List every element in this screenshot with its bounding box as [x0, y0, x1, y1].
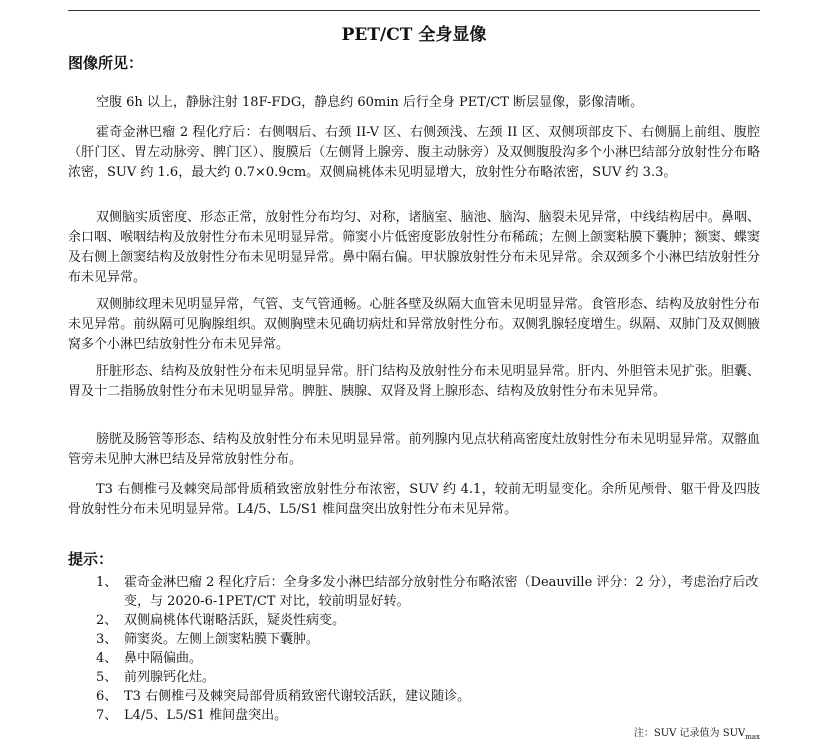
findings-para-4: 双侧肺纹理未见明显异常，气管、支气管通畅。心脏各壁及纵隔大血管未见明显异常。食管形态、结构及放射性分布未见异常。前纵隔可见胸腺组织。双侧胸壁未见确切病灶和异常放射性分布。双侧乳腺轻度增生。纵隔、双肺门及双侧腋窝多个小淋巴结放射性分布未见异常。 — [68, 297, 760, 352]
findings-para-7: T3 右侧椎弓及棘突局部骨质稍致密放射性分布浓密，SUV 约 4.1，较前无明显变化。余所见颅骨、躯干骨及四肢骨放射性分布未见明显异常。L4/5、L5/S1 椎间盘突出放射性分布未见异常。 — [68, 482, 760, 517]
footnote-subscript: max — [745, 733, 760, 741]
hint-number: 4、 — [96, 651, 118, 666]
hint-text: 前列腺钙化灶。 — [124, 670, 216, 685]
hint-number: 6、 — [96, 689, 118, 704]
hints-heading: 提示： — [68, 550, 114, 568]
hint-text: T3 右侧椎弓及棘突局部骨质稍致密代谢较活跃，建议随诊。 — [124, 689, 471, 704]
hints-list — [96, 573, 760, 725]
findings-heading: 图像所见： — [68, 54, 144, 72]
hint-number: 5、 — [96, 670, 118, 685]
findings-para-1: 空腹 6h 以上，静脉注射 18F-FDG，静息约 60min 后行全身 PET/CT 断层显像，影像清晰。 — [96, 95, 644, 110]
footnote-text: 注：SUV 记录值为 SUV — [633, 728, 746, 739]
hint-item — [96, 611, 760, 630]
hint-text: 霍奇金淋巴瘤 2 程化疗后：全身多发小淋巴结部分放射性分布略浓密（Deauville 评分：2 分），考虑治疗后改变，与 2020-6-1PET/CT 对比，较前明显好转。 — [124, 575, 759, 609]
hint-text: 筛窦炎。左侧上颌窦粘膜下囊肿。 — [124, 632, 320, 647]
findings-para-5: 肝脏形态、结构及放射性分布未见明显异常。肝门结构及放射性分布未见明显异常。肝内、外胆管未见扩张。胆囊、胃及十二指肠放射性分布未见明显异常。脾脏、胰腺、双肾及肾上腺形态、结构及放射性分布未见异常。 — [68, 364, 760, 399]
hint-item — [96, 706, 760, 725]
hint-text: 双侧扁桃体代谢略活跃，疑炎性病变。 — [124, 613, 346, 628]
findings-para-2: 霍奇金淋巴瘤 2 程化疗后：右侧咽后、右颈 II-V 区、右侧颈浅、左颈 II 区、双侧项部皮下、右侧膈上前组、腹腔（肝门区、胃左动脉旁、脾门区）、腹膜后（左侧肾上腺旁、腹主动脉旁）及双侧腹股沟多个小淋巴结部分放射性分布略浓密，SUV 约 1.6，最大约 0.7×0.9cm。双侧扁桃体未见明显增大，放射性分布略浓密，SUV 约 3.3。 — [68, 125, 760, 180]
suv-footnote — [634, 724, 760, 741]
hint-number: 7、 — [96, 708, 118, 723]
hint-item — [96, 668, 760, 687]
hint-number: 3、 — [96, 632, 118, 647]
hint-text: L4/5、L5/S1 椎间盘突出。 — [124, 708, 288, 723]
hint-item — [96, 687, 760, 706]
hint-item — [96, 630, 760, 649]
hint-item — [96, 649, 760, 668]
hint-text: 鼻中隔偏曲。 — [124, 651, 203, 666]
findings-para-6: 膀胱及肠管等形态、结构及放射性分布未见明显异常。前列腺内见点状稍高密度灶放射性分布未见明显异常。双髂血管旁未见肿大淋巴结及异常放射性分布。 — [68, 432, 760, 467]
hint-number: 1、 — [96, 575, 118, 590]
findings-para-3: 双侧脑实质密度、形态正常，放射性分布均匀、对称，诸脑室、脑池、脑沟、脑裂未见异常，中线结构居中。鼻咽、余口咽、喉咽结构及放射性分布未见明显异常。筛窦小片低密度影放射性分布稀疏；左侧上颌窦粘膜下囊肿；额窦、蝶窦及右侧上颌窦结构及放射性分布未见明显异常。鼻中隔右偏。甲状腺放射性分布未见异常。余双颈多个小淋巴结放射性分布未见异常。 — [68, 210, 760, 285]
top-rule — [68, 10, 760, 11]
hint-item — [96, 573, 760, 611]
hint-number: 2、 — [96, 613, 118, 628]
page-title: PET/CT 全身显像 — [341, 25, 487, 45]
